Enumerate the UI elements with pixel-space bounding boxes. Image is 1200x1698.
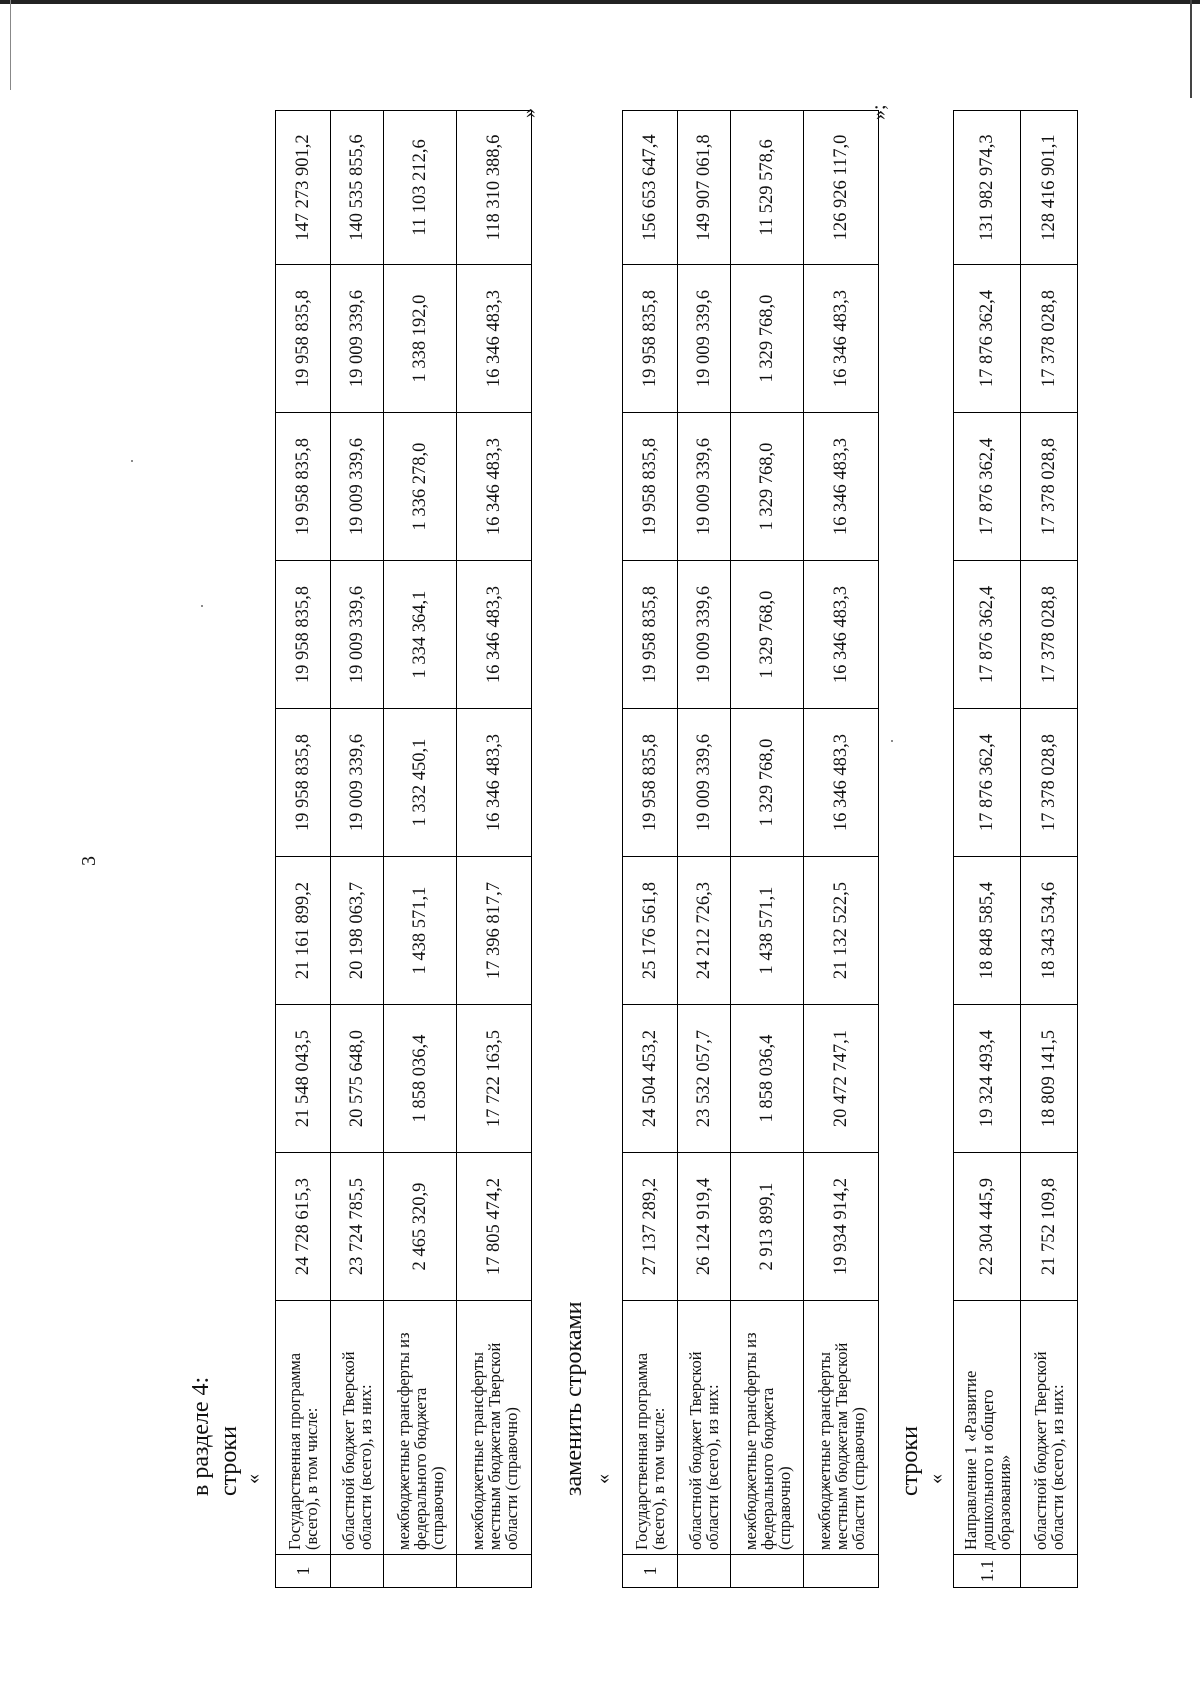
value-cell: 17 722 163,5 <box>457 1005 532 1153</box>
value-cell: 17 876 362,4 <box>954 709 1021 857</box>
value-cell: 19 934 914,2 <box>804 1153 879 1301</box>
value-cell: 1 332 450,1 <box>384 709 457 857</box>
value-cell: 1 329 768,0 <box>731 265 804 413</box>
value-cell: 1 438 571,1 <box>731 857 804 1005</box>
rows-word: строки <box>216 1426 242 1496</box>
value-cell: 19 009 339,6 <box>678 709 731 857</box>
value-cell: 19 009 339,6 <box>331 709 384 857</box>
open-quote: « <box>242 1474 264 1484</box>
value-cell: 1 858 036,4 <box>731 1005 804 1153</box>
value-cell: 19 009 339,6 <box>331 265 384 413</box>
rows-word-2: строки <box>897 1426 923 1496</box>
value-cell: 20 575 648,0 <box>331 1005 384 1153</box>
row-total-cell: 131 982 974,3 <box>954 111 1021 265</box>
row-label: межбюджетные трансферты из федерального бюджета (справочно) <box>384 1301 457 1555</box>
value-cell: 19 958 835,8 <box>623 265 678 413</box>
row-total-cell: 140 535 855,6 <box>331 111 384 265</box>
table-row <box>457 111 532 1588</box>
row-label: межбюджетные трансферты из федерального бюджета (справочно) <box>731 1301 804 1555</box>
value-cell: 17 378 028,8 <box>1021 413 1078 561</box>
value-cell: 19 958 835,8 <box>276 265 331 413</box>
value-cell: 19 009 339,6 <box>678 561 731 709</box>
row-index <box>331 1555 384 1588</box>
row-label: областной бюджет Тверской области (всего), из них: <box>678 1301 731 1555</box>
table-row <box>331 111 384 1588</box>
value-cell: 17 876 362,4 <box>954 413 1021 561</box>
value-cell: 24 212 726,3 <box>678 857 731 1005</box>
row-label: Государственная программа (всего), в том числе: <box>623 1301 678 1555</box>
table-direction-body <box>954 111 1078 1588</box>
value-cell: 19 324 493,4 <box>954 1005 1021 1153</box>
row-index: 1 <box>276 1555 331 1588</box>
open-quote: « <box>592 1474 614 1484</box>
value-cell: 17 805 474,2 <box>457 1153 532 1301</box>
value-cell: 17 378 028,8 <box>1021 265 1078 413</box>
page-number: 3 <box>78 856 100 866</box>
value-cell: 27 137 289,2 <box>623 1153 678 1301</box>
value-cell: 1 858 036,4 <box>384 1005 457 1153</box>
value-cell: 24 728 615,3 <box>276 1153 331 1301</box>
value-cell: 16 346 483,3 <box>804 265 879 413</box>
table-new-body <box>623 111 879 1588</box>
value-cell: 16 346 483,3 <box>804 413 879 561</box>
value-cell: 20 472 747,1 <box>804 1005 879 1153</box>
value-cell: 16 346 483,3 <box>457 413 532 561</box>
value-cell: 21 548 043,5 <box>276 1005 331 1153</box>
value-cell: 19 958 835,8 <box>276 413 331 561</box>
row-total-cell: 11 529 578,6 <box>731 111 804 265</box>
section-intro: в разделе 4: <box>188 1376 214 1496</box>
value-cell: 17 876 362,4 <box>954 265 1021 413</box>
value-cell: 18 343 534,6 <box>1021 857 1078 1005</box>
row-index <box>384 1555 457 1588</box>
row-total-cell: 128 416 901,1 <box>1021 111 1078 265</box>
row-label: областной бюджет Тверской области (всего), из них: <box>1021 1301 1078 1555</box>
row-label: Направление 1 «Развитие дошкольного и общего образования» <box>954 1301 1021 1555</box>
table-row <box>276 111 331 1588</box>
value-cell: 24 504 453,2 <box>623 1005 678 1153</box>
value-cell: 23 724 785,5 <box>331 1153 384 1301</box>
value-cell: 20 198 063,7 <box>331 857 384 1005</box>
value-cell: 21 752 109,8 <box>1021 1153 1078 1301</box>
value-cell: 16 346 483,3 <box>804 709 879 857</box>
table-current-program <box>275 110 532 1588</box>
value-cell: 2 913 899,1 <box>731 1153 804 1301</box>
row-label: межбюджетные трансферты местным бюджетам Тверской области (справочно) <box>804 1301 879 1555</box>
row-total-cell: 11 103 212,6 <box>384 111 457 265</box>
row-index <box>1021 1555 1078 1588</box>
close-quote: » <box>518 108 540 118</box>
value-cell: 1 334 364,1 <box>384 561 457 709</box>
value-cell: 26 124 919,4 <box>678 1153 731 1301</box>
value-cell: 16 346 483,3 <box>457 561 532 709</box>
value-cell: 1 336 278,0 <box>384 413 457 561</box>
close-quote-semicolon: »; <box>868 104 890 120</box>
row-total-cell: 149 907 061,8 <box>678 111 731 265</box>
row-index: 1.1 <box>954 1555 1021 1588</box>
value-cell: 19 958 835,8 <box>623 561 678 709</box>
value-cell: 1 338 192,0 <box>384 265 457 413</box>
value-cell: 19 009 339,6 <box>678 413 731 561</box>
value-cell: 1 329 768,0 <box>731 561 804 709</box>
table-row <box>623 111 678 1588</box>
value-cell: 21 132 522,5 <box>804 857 879 1005</box>
row-label: Государственная программа (всего), в том числе: <box>276 1301 331 1555</box>
value-cell: 19 958 835,8 <box>623 413 678 561</box>
table-row <box>1021 111 1078 1588</box>
row-total-cell: 147 273 901,2 <box>276 111 331 265</box>
replace-phrase: заменить строками <box>561 1301 587 1496</box>
value-cell: 17 378 028,8 <box>1021 709 1078 857</box>
value-cell: 1 329 768,0 <box>731 413 804 561</box>
value-cell: 1 438 571,1 <box>384 857 457 1005</box>
value-cell: 17 396 817,7 <box>457 857 532 1005</box>
value-cell: 19 009 339,6 <box>331 561 384 709</box>
table-row <box>804 111 879 1588</box>
value-cell: 17 876 362,4 <box>954 561 1021 709</box>
row-label: межбюджетные трансферты местным бюджетам Тверской области (справочно) <box>457 1301 532 1555</box>
value-cell: 23 532 057,7 <box>678 1005 731 1153</box>
value-cell: 18 848 585,4 <box>954 857 1021 1005</box>
value-cell: 21 161 899,2 <box>276 857 331 1005</box>
value-cell: 19 009 339,6 <box>678 265 731 413</box>
row-index: 1 <box>623 1555 678 1588</box>
row-total-cell: 156 653 647,4 <box>623 111 678 265</box>
value-cell: 25 176 561,8 <box>623 857 678 1005</box>
row-total-cell: 126 926 117,0 <box>804 111 879 265</box>
table-new-program <box>622 110 879 1588</box>
value-cell: 16 346 483,3 <box>457 265 532 413</box>
table-row <box>678 111 731 1588</box>
table-row <box>731 111 804 1588</box>
value-cell: 19 009 339,6 <box>331 413 384 561</box>
value-cell: 19 958 835,8 <box>276 709 331 857</box>
table-current-body <box>276 111 532 1588</box>
row-index <box>804 1555 879 1588</box>
value-cell: 1 329 768,0 <box>731 709 804 857</box>
table-direction-1 <box>953 110 1078 1588</box>
table-row <box>384 111 457 1588</box>
value-cell: 19 958 835,8 <box>623 709 678 857</box>
row-label: областной бюджет Тверской области (всего), из них: <box>331 1301 384 1555</box>
table-row <box>954 111 1021 1588</box>
value-cell: 17 378 028,8 <box>1021 561 1078 709</box>
open-quote: « <box>925 1474 947 1484</box>
value-cell: 2 465 320,9 <box>384 1153 457 1301</box>
row-total-cell: 118 310 388,6 <box>457 111 532 265</box>
value-cell: 16 346 483,3 <box>804 561 879 709</box>
row-index <box>457 1555 532 1588</box>
row-index <box>678 1555 731 1588</box>
value-cell: 22 304 445,9 <box>954 1153 1021 1301</box>
value-cell: 16 346 483,3 <box>457 709 532 857</box>
row-index <box>731 1555 804 1588</box>
value-cell: 18 809 141,5 <box>1021 1005 1078 1153</box>
value-cell: 19 958 835,8 <box>276 561 331 709</box>
